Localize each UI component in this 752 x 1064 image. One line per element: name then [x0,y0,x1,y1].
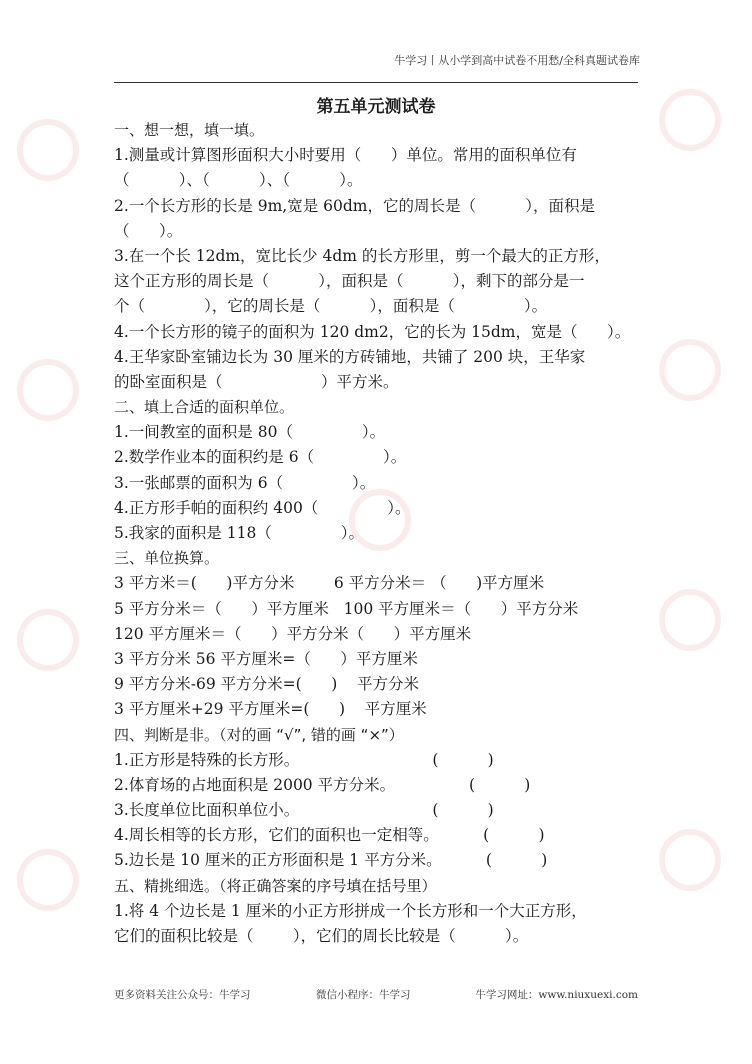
question-line: 3.一张邮票的面积为 6（ ）。 [114,473,376,492]
question-line: 5.我家的面积是 118（ ）。 [114,524,365,542]
question-line: 9 平方分米-69 平方分米=( ) 平方分米 [114,675,420,694]
question-line: 这个正方形的周长是（ ），面积是（ ），剩下的部分是一 [114,272,585,291]
question-line: 3.在一个长 12dm，宽比长少 4dm 的长方形里，剪一个最大的正方形， [114,246,610,265]
section-heading: 一、想一想，填一填。 [114,121,265,139]
question-line: 2.体育场的占地面积是 2000 平方分米。 ( ) [114,775,531,794]
question-line: 2.数学作业本的面积约是 6（ ）。 [114,448,407,467]
question-line: 它们的面积比较是（ ），它们的周长比较是（ ）。 [114,927,529,945]
worksheet-body [114,118,644,949]
section-heading: 四、判断是非。（对的画 “√”, 错的画 “×”） [114,725,404,744]
question-line: 120 平方厘米＝（ ）平方分米（ ）平方厘米 [114,624,472,643]
question-line: 4.王华家卧室铺边长为 30 厘米的方砖铺地，共铺了 200 块，王华家 [114,347,586,366]
question-line: 3.长度单位比面积单位小。 ( ) [114,801,494,820]
question-line: 3 平方厘米+29 平方厘米=( ) 平方厘米 [114,700,427,719]
question-line: 1.正方形是特殊的长方形。 ( ) [114,750,494,769]
question-line: （ ）。 [114,221,183,240]
question-line: 3 平方米＝( )平方分米 6 平方分米＝ （ )平方厘米 [114,574,545,593]
question-line: 4.一个长方形的镜子的面积为 120 dm2，它的长为 15dm，宽是（ ）。 [114,322,631,341]
question-line: 2.一个长方形的长是 9m,宽是 60dm，它的周长是（ ），面积是 [114,196,595,215]
page-title: 第五单元测试卷 [316,97,436,117]
question-line: 个（ ），它的周长是（ ），面积是（ ）。 [114,297,548,316]
footer-mini-program: 微信小程序：牛学习 [316,989,411,1001]
question-line: 3 平方分米 56 平方厘米=（ ）平方厘米 [114,649,418,668]
question-line: 4.正方形手帕的面积约 400（ ）。 [114,498,411,517]
page-header: 牛学习丨从小学到高中试卷不用愁/全科真题试卷库 [394,54,640,67]
section-heading: 五、精挑细选。（将正确答案的序号填在括号里） [114,876,437,895]
section-heading: 二、填上合适的面积单位。 [114,398,295,417]
question-line: 4.周长相等的长方形，它们的面积也一定相等。 ( ) [114,826,545,845]
header-divider [114,82,638,83]
footer-website: 牛学习网址：www.niuxuexi.com [475,989,638,1001]
question-line: 1.测量或计算图形面积大小时要用（ ）单位。常用的面积单位有 [114,146,577,165]
question-line: 1.将 4 个边长是 1 厘米的小正方形拼成一个长方形和一个大正方形， [114,901,587,920]
section-heading: 三、单位换算。 [114,549,220,568]
question-line: 5 平方分米＝（ ）平方厘米 100 平方厘米＝（ ）平方分米 [114,599,579,618]
question-line: 5.边长是 10 厘米的正方形面积是 1 平方分米。 ( ) [114,851,548,870]
footer-wechat-account: 更多资料关注公众号：牛学习 [114,989,251,1001]
question-line: （ ）、（ ）、（ ）。 [114,171,363,190]
question-line: 的卧室面积是（ ）平方米。 [114,372,399,391]
question-line: 1.一间教室的面积是 80（ ）。 [114,423,386,442]
